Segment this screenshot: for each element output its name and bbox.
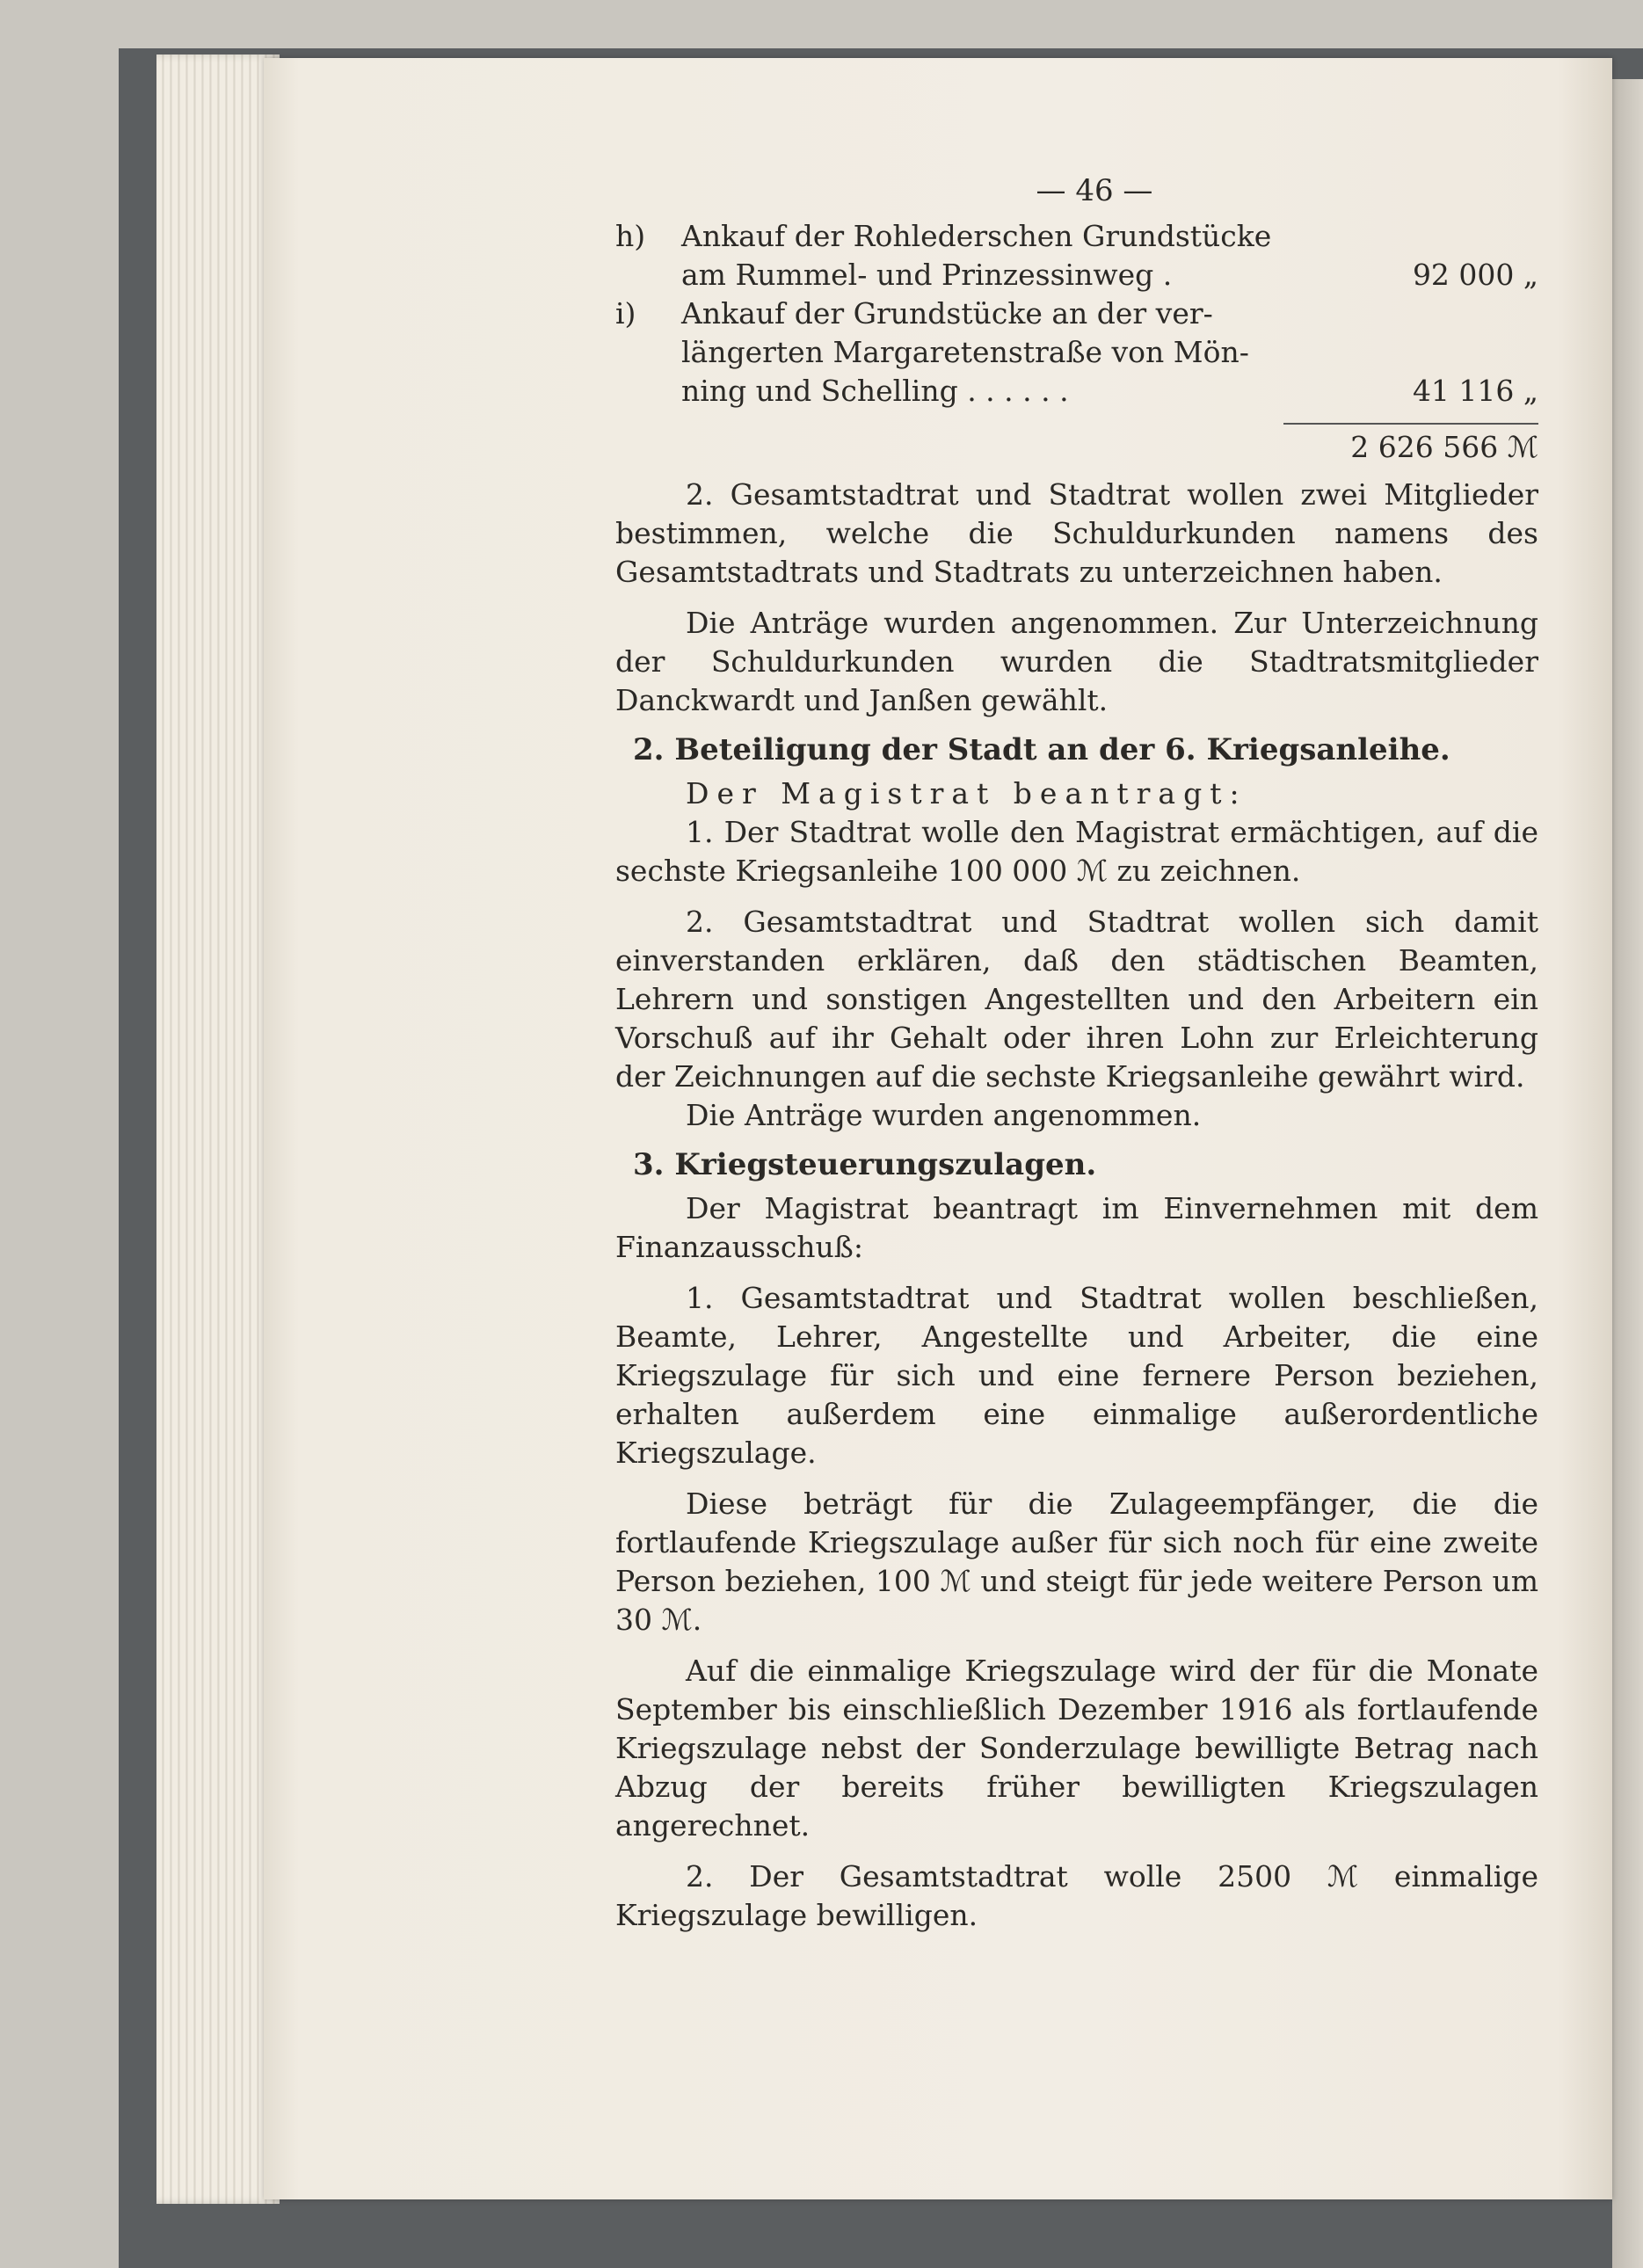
item-line: am Rummel- und Prinzessinweg . bbox=[681, 258, 1173, 292]
list-item-h bbox=[615, 217, 1538, 294]
paragraph: Der Magistrat beantragt im Einvernehmen mit dem Finanzausschuß: bbox=[615, 1191, 1538, 1264]
paragraph: Der Magistrat beantragt: bbox=[686, 776, 1247, 811]
page-content bbox=[615, 171, 1538, 1935]
total-amount: 2 626 566 ℳ bbox=[1350, 430, 1538, 464]
section-heading-2: 2. Beteiligung der Stadt an der 6. Kriegsanleihe. bbox=[633, 732, 1450, 767]
paragraph: 2. Gesamtstadtrat und Stadtrat wollen sich damit einverstanden erklären, daß den städtischen Beamten, Lehrern und sonstigen Angestellten und den Arbeitern ein Vorschuß auf ihr Gehalt oder ihren Lohn zur Erleichterung der Zeichnungen auf die sechste Kriegsanleihe gewährt wird. bbox=[615, 905, 1538, 1094]
item-amount: 41 116 „ bbox=[1412, 374, 1538, 408]
section-heading-3: 3. Kriegsteuerungszulagen. bbox=[633, 1147, 1097, 1182]
paragraph: 1. Gesamtstadtrat und Stadtrat wollen beschließen, Beamte, Lehrer, Angestellte und Arbeiter, die eine Kriegszulage für sich und eine fernere Person beziehen, erhalten außerdem eine einmalige außerordentliche Kriegszulage. bbox=[615, 1281, 1538, 1470]
list-item-i bbox=[615, 294, 1538, 411]
item-amount: 92 000 „ bbox=[1412, 258, 1538, 292]
item-label: i) bbox=[615, 296, 636, 331]
page-number: — 46 — bbox=[1036, 173, 1153, 208]
paragraph: Die Anträge wurden angenommen. bbox=[686, 1098, 1202, 1132]
item-line: Ankauf der Grundstücke an der ver- bbox=[681, 296, 1213, 331]
paragraph: 1. Der Stadtrat wolle den Magistrat ermächtigen, auf die sechste Kriegsanleihe 100 000 ℳ zu zeichnen. bbox=[615, 815, 1538, 888]
page-stack-edges bbox=[156, 55, 280, 2204]
item-line: ning und Schelling . . . . . . bbox=[681, 374, 1069, 408]
item-line: längerten Margaretenstraße von Mön- bbox=[681, 335, 1249, 369]
sum-rule bbox=[1283, 423, 1538, 425]
paragraph: 2. Gesamtstadtrat und Stadtrat wollen zwei Mitglieder bestimmen, welche die Schuldurkunden namens des Gesamtstadtrats und Stadtrats zu unterzeichnen haben. bbox=[615, 477, 1538, 589]
paragraph: 2. Der Gesamtstadtrat wolle 2500 ℳ einmalige Kriegszulage bewilligen. bbox=[615, 1859, 1538, 1932]
paragraph: Die Anträge wurden angenommen. Zur Unterzeichnung der Schuldurkunden wurden die Stadtratsmitglieder Danckwardt und Janßen gewählt. bbox=[615, 606, 1538, 717]
facing-page-edge bbox=[1612, 79, 1643, 2268]
item-label: h) bbox=[615, 219, 646, 253]
item-line: Ankauf der Rohlederschen Grundstücke bbox=[681, 219, 1272, 253]
paragraph: Diese beträgt für die Zulageempfänger, die die fortlaufende Kriegszulage außer für sich noch für eine zweite Person beziehen, 100 ℳ und steigt für jede weitere Person um 30 ℳ. bbox=[615, 1487, 1538, 1637]
paragraph: Auf die einmalige Kriegszulage wird der für die Monate September bis einschließlich Dezember 1916 als fortlaufende Kriegszulage nebst der Sonderzulage bewilligte Betrag nach Abzug der bereits früher bewilligten Kriegszulagen angerechnet. bbox=[615, 1654, 1538, 1843]
